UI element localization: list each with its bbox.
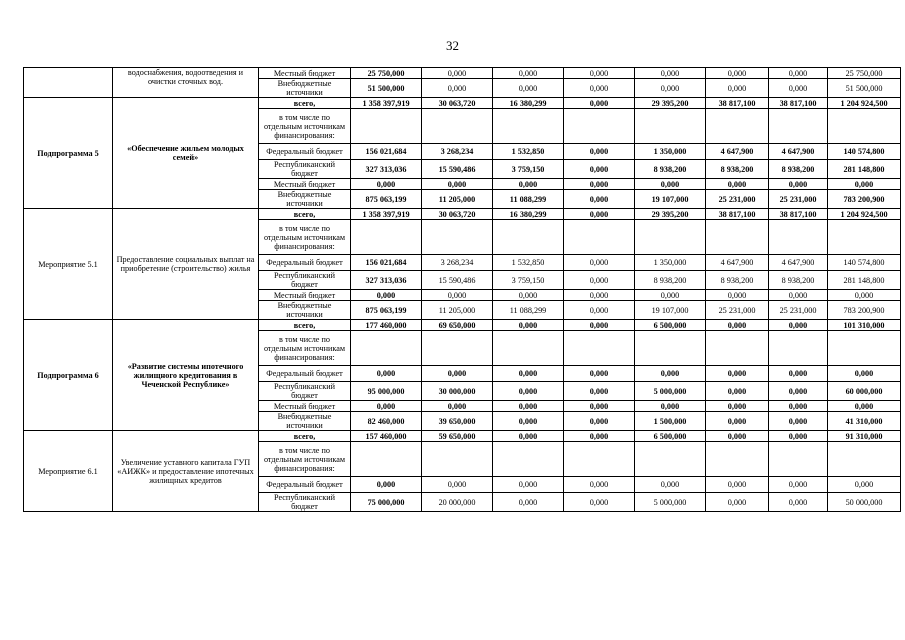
funding-source: Республиканский бюджет [259, 160, 351, 179]
funding-source: в том числе по отдельным источникам финансирования: [259, 220, 351, 255]
funding-source: Внебюджетные источники [259, 412, 351, 431]
amount-cell: 1 532,850 [493, 144, 564, 160]
program-description: водоснабжения, водоотведения и очистки сточных вод. [113, 68, 259, 98]
amount-cell: 0,000 [564, 412, 635, 431]
amount-cell: 0,000 [422, 366, 493, 382]
amount-cell: 0,000 [769, 179, 828, 190]
amount-cell: 140 574,800 [828, 255, 901, 271]
amount-cell: 0,000 [769, 290, 828, 301]
amount-cell [635, 109, 706, 144]
amount-cell [422, 442, 493, 477]
amount-cell: 16 380,299 [493, 98, 564, 109]
amount-cell: 0,000 [493, 401, 564, 412]
amount-cell [706, 220, 769, 255]
amount-cell: 0,000 [493, 382, 564, 401]
amount-cell: 1 204 924,500 [828, 209, 901, 220]
funding-source: Местный бюджет [259, 68, 351, 79]
funding-source: Федеральный бюджет [259, 255, 351, 271]
amount-cell: 0,000 [828, 366, 901, 382]
amount-cell: 0,000 [493, 68, 564, 79]
amount-cell: 0,000 [422, 79, 493, 98]
amount-cell: 0,000 [706, 179, 769, 190]
amount-cell: 0,000 [769, 382, 828, 401]
amount-cell: 15 590,486 [422, 160, 493, 179]
amount-cell: 1 500,000 [635, 412, 706, 431]
amount-cell: 0,000 [493, 179, 564, 190]
funding-source: Местный бюджет [259, 290, 351, 301]
amount-cell: 0,000 [769, 68, 828, 79]
amount-cell: 0,000 [564, 431, 635, 442]
amount-cell: 51 500,000 [828, 79, 901, 98]
amount-cell [706, 109, 769, 144]
amount-cell: 38 817,100 [769, 98, 828, 109]
amount-cell: 6 500,000 [635, 320, 706, 331]
amount-cell: 60 000,000 [828, 382, 901, 401]
amount-cell: 0,000 [769, 477, 828, 493]
amount-cell: 0,000 [493, 493, 564, 512]
amount-cell: 11 088,299 [493, 190, 564, 209]
amount-cell: 4 647,900 [706, 255, 769, 271]
amount-cell [828, 220, 901, 255]
amount-cell: 25 231,000 [706, 301, 769, 320]
amount-cell: 4 647,900 [769, 144, 828, 160]
amount-cell: 0,000 [564, 255, 635, 271]
amount-cell: 0,000 [564, 493, 635, 512]
amount-cell: 0,000 [422, 179, 493, 190]
amount-cell: 0,000 [828, 401, 901, 412]
amount-cell: 0,000 [422, 68, 493, 79]
amount-cell: 25 750,000 [351, 68, 422, 79]
amount-cell [422, 109, 493, 144]
amount-cell [493, 109, 564, 144]
funding-source: Внебюджетные источники [259, 301, 351, 320]
amount-cell: 25 231,000 [769, 301, 828, 320]
amount-cell: 0,000 [564, 401, 635, 412]
amount-cell: 5 000,000 [635, 493, 706, 512]
funding-source: всего, [259, 209, 351, 220]
amount-cell: 3 759,150 [493, 160, 564, 179]
amount-cell: 0,000 [635, 290, 706, 301]
amount-cell: 1 532,850 [493, 255, 564, 271]
table-row [24, 68, 901, 79]
amount-cell: 11 205,000 [422, 190, 493, 209]
amount-cell [351, 109, 422, 144]
amount-cell: 8 938,200 [706, 160, 769, 179]
amount-cell: 8 938,200 [769, 160, 828, 179]
amount-cell [769, 109, 828, 144]
amount-cell: 0,000 [564, 271, 635, 290]
amount-cell: 38 817,100 [706, 98, 769, 109]
program-label: Подпрограмма 6 [24, 320, 113, 431]
amount-cell: 0,000 [422, 290, 493, 301]
amount-cell: 0,000 [635, 401, 706, 412]
amount-cell: 0,000 [828, 179, 901, 190]
program-description: Увеличение уставного капитала ГУП «АИЖК» и предоставление ипотечных жилищных кредитов [113, 431, 259, 512]
amount-cell: 75 000,000 [351, 493, 422, 512]
amount-cell [828, 109, 901, 144]
funding-source: в том числе по отдельным источникам финансирования: [259, 109, 351, 144]
amount-cell: 0,000 [564, 290, 635, 301]
amount-cell [422, 331, 493, 366]
amount-cell [635, 331, 706, 366]
amount-cell: 0,000 [706, 290, 769, 301]
amount-cell: 19 107,000 [635, 301, 706, 320]
amount-cell [493, 442, 564, 477]
amount-cell [706, 442, 769, 477]
amount-cell: 51 500,000 [351, 79, 422, 98]
amount-cell: 0,000 [706, 493, 769, 512]
amount-cell: 1 204 924,500 [828, 98, 901, 109]
funding-source: в том числе по отдельным источникам финансирования: [259, 331, 351, 366]
program-description: Предоставление социальных выплат на приобретение (строительство) жилья [113, 209, 259, 320]
amount-cell: 8 938,200 [706, 271, 769, 290]
amount-cell: 0,000 [351, 401, 422, 412]
amount-cell [769, 442, 828, 477]
amount-cell: 6 500,000 [635, 431, 706, 442]
amount-cell: 0,000 [564, 68, 635, 79]
amount-cell: 0,000 [706, 68, 769, 79]
amount-cell: 0,000 [769, 401, 828, 412]
amount-cell: 0,000 [769, 431, 828, 442]
amount-cell: 0,000 [635, 477, 706, 493]
amount-cell: 5 000,000 [635, 382, 706, 401]
funding-source: Федеральный бюджет [259, 477, 351, 493]
amount-cell: 0,000 [706, 382, 769, 401]
amount-cell: 4 647,900 [706, 144, 769, 160]
amount-cell: 3 759,150 [493, 271, 564, 290]
amount-cell: 0,000 [769, 320, 828, 331]
amount-cell: 0,000 [769, 412, 828, 431]
amount-cell: 327 313,036 [351, 271, 422, 290]
amount-cell: 41 310,000 [828, 412, 901, 431]
amount-cell [351, 331, 422, 366]
amount-cell [564, 442, 635, 477]
amount-cell: 783 200,900 [828, 301, 901, 320]
program-label: Мероприятие 6.1 [24, 431, 113, 512]
amount-cell: 0,000 [564, 301, 635, 320]
amount-cell [635, 220, 706, 255]
amount-cell: 4 647,900 [769, 255, 828, 271]
funding-source: всего, [259, 98, 351, 109]
amount-cell: 0,000 [828, 477, 901, 493]
funding-source: Республиканский бюджет [259, 382, 351, 401]
amount-cell: 0,000 [351, 290, 422, 301]
amount-cell: 0,000 [564, 320, 635, 331]
amount-cell [493, 220, 564, 255]
amount-cell: 1 358 397,919 [351, 209, 422, 220]
amount-cell: 327 313,036 [351, 160, 422, 179]
amount-cell: 0,000 [564, 190, 635, 209]
amount-cell [422, 220, 493, 255]
amount-cell: 1 350,000 [635, 144, 706, 160]
amount-cell: 0,000 [493, 79, 564, 98]
amount-cell [351, 442, 422, 477]
amount-cell: 0,000 [351, 179, 422, 190]
amount-cell: 0,000 [564, 179, 635, 190]
funding-source: Внебюджетные источники [259, 79, 351, 98]
amount-cell: 0,000 [706, 320, 769, 331]
amount-cell: 281 148,800 [828, 271, 901, 290]
amount-cell: 0,000 [493, 412, 564, 431]
amount-cell: 0,000 [493, 320, 564, 331]
amount-cell: 1 358 397,919 [351, 98, 422, 109]
amount-cell: 0,000 [635, 79, 706, 98]
program-label [24, 68, 113, 98]
amount-cell: 25 231,000 [769, 190, 828, 209]
amount-cell: 69 650,000 [422, 320, 493, 331]
amount-cell: 140 574,800 [828, 144, 901, 160]
amount-cell: 0,000 [769, 493, 828, 512]
amount-cell: 0,000 [828, 290, 901, 301]
amount-cell: 29 395,200 [635, 209, 706, 220]
amount-cell [706, 331, 769, 366]
amount-cell: 0,000 [493, 431, 564, 442]
amount-cell: 1 350,000 [635, 255, 706, 271]
amount-cell: 19 107,000 [635, 190, 706, 209]
amount-cell: 8 938,200 [769, 271, 828, 290]
amount-cell: 38 817,100 [769, 209, 828, 220]
amount-cell [564, 331, 635, 366]
funding-source: Федеральный бюджет [259, 144, 351, 160]
amount-cell: 29 395,200 [635, 98, 706, 109]
page-number: 32 [446, 38, 459, 53]
amount-cell: 875 063,199 [351, 190, 422, 209]
amount-cell: 50 000,000 [828, 493, 901, 512]
amount-cell: 0,000 [351, 366, 422, 382]
amount-cell: 30 063,720 [422, 209, 493, 220]
funding-source: всего, [259, 320, 351, 331]
amount-cell: 0,000 [635, 179, 706, 190]
funding-source: всего, [259, 431, 351, 442]
amount-cell: 59 650,000 [422, 431, 493, 442]
amount-cell: 0,000 [351, 477, 422, 493]
amount-cell: 30 063,720 [422, 98, 493, 109]
table-body [24, 68, 901, 512]
amount-cell: 0,000 [706, 366, 769, 382]
amount-cell: 15 590,486 [422, 271, 493, 290]
amount-cell: 3 268,234 [422, 144, 493, 160]
program-label: Мероприятие 5.1 [24, 209, 113, 320]
amount-cell: 11 205,000 [422, 301, 493, 320]
amount-cell: 0,000 [706, 477, 769, 493]
amount-cell: 0,000 [564, 477, 635, 493]
amount-cell [564, 109, 635, 144]
amount-cell: 3 268,234 [422, 255, 493, 271]
amount-cell: 0,000 [564, 382, 635, 401]
amount-cell: 0,000 [706, 412, 769, 431]
amount-cell: 0,000 [635, 366, 706, 382]
amount-cell [635, 442, 706, 477]
amount-cell: 20 000,000 [422, 493, 493, 512]
funding-source: в том числе по отдельным источникам финансирования: [259, 442, 351, 477]
amount-cell [769, 220, 828, 255]
amount-cell: 91 310,000 [828, 431, 901, 442]
funding-source: Внебюджетные источники [259, 190, 351, 209]
amount-cell: 783 200,900 [828, 190, 901, 209]
amount-cell: 25 750,000 [828, 68, 901, 79]
amount-cell: 875 063,199 [351, 301, 422, 320]
amount-cell: 156 021,684 [351, 255, 422, 271]
amount-cell: 0,000 [564, 160, 635, 179]
amount-cell: 0,000 [564, 98, 635, 109]
amount-cell: 0,000 [493, 290, 564, 301]
amount-cell: 38 817,100 [706, 209, 769, 220]
amount-cell [828, 442, 901, 477]
amount-cell [769, 331, 828, 366]
amount-cell: 157 460,000 [351, 431, 422, 442]
funding-source: Местный бюджет [259, 401, 351, 412]
funding-source: Федеральный бюджет [259, 366, 351, 382]
table-row [24, 431, 901, 442]
amount-cell: 16 380,299 [493, 209, 564, 220]
amount-cell: 11 088,299 [493, 301, 564, 320]
amount-cell: 0,000 [422, 477, 493, 493]
table-row [24, 320, 901, 331]
amount-cell: 0,000 [493, 366, 564, 382]
amount-cell: 0,000 [769, 366, 828, 382]
table-row [24, 98, 901, 109]
amount-cell [828, 331, 901, 366]
funding-source: Местный бюджет [259, 179, 351, 190]
amount-cell: 281 148,800 [828, 160, 901, 179]
amount-cell: 0,000 [564, 79, 635, 98]
amount-cell: 39 650,000 [422, 412, 493, 431]
amount-cell: 95 000,000 [351, 382, 422, 401]
amount-cell: 0,000 [564, 209, 635, 220]
amount-cell: 101 310,000 [828, 320, 901, 331]
amount-cell [564, 220, 635, 255]
amount-cell: 0,000 [635, 68, 706, 79]
amount-cell: 30 000,000 [422, 382, 493, 401]
amount-cell: 82 460,000 [351, 412, 422, 431]
amount-cell: 0,000 [564, 366, 635, 382]
amount-cell: 0,000 [422, 401, 493, 412]
amount-cell: 8 938,200 [635, 271, 706, 290]
amount-cell: 156 021,684 [351, 144, 422, 160]
table-row [24, 209, 901, 220]
amount-cell: 0,000 [706, 431, 769, 442]
amount-cell: 0,000 [706, 401, 769, 412]
program-label: Подпрограмма 5 [24, 98, 113, 209]
amount-cell: 0,000 [769, 79, 828, 98]
financing-table [23, 67, 901, 512]
amount-cell: 177 460,000 [351, 320, 422, 331]
amount-cell: 0,000 [493, 477, 564, 493]
amount-cell: 0,000 [564, 144, 635, 160]
program-description: «Обеспечение жильем молодых семей» [113, 98, 259, 209]
funding-source: Республиканский бюджет [259, 271, 351, 290]
funding-source: Республиканский бюджет [259, 493, 351, 512]
program-description: «Развитие системы ипотечного жилищного кредитования в Чеченской Республике» [113, 320, 259, 431]
amount-cell [493, 331, 564, 366]
amount-cell: 0,000 [706, 79, 769, 98]
amount-cell [351, 220, 422, 255]
amount-cell: 8 938,200 [635, 160, 706, 179]
amount-cell: 25 231,000 [706, 190, 769, 209]
